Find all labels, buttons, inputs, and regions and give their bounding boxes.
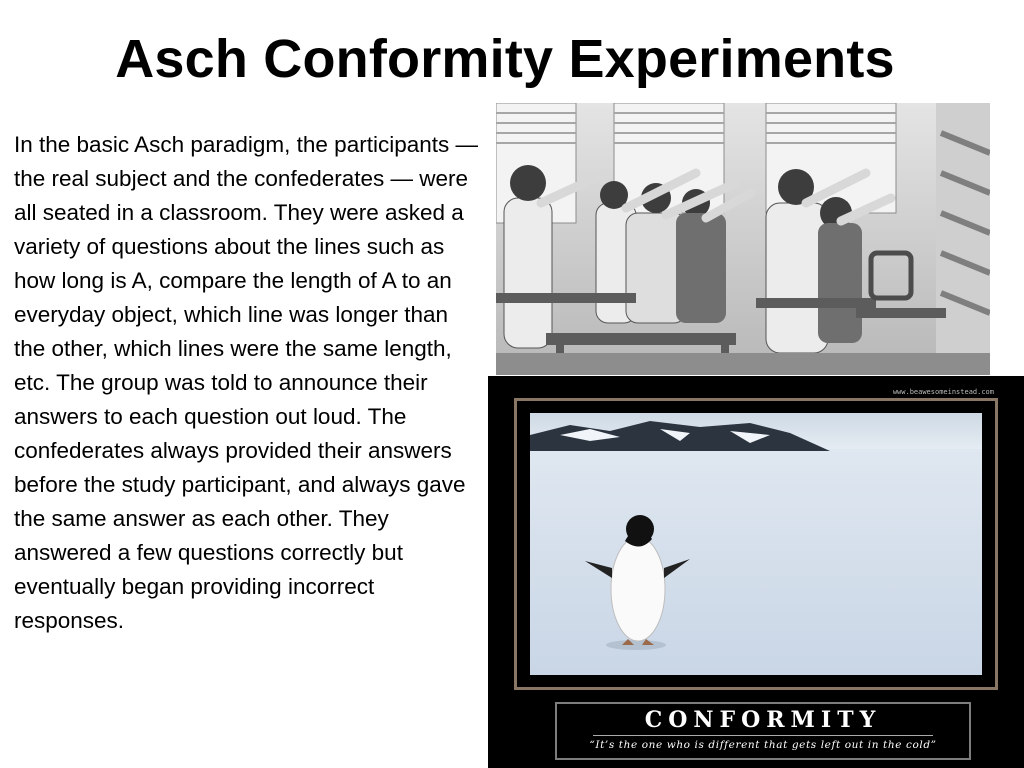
body-paragraph: In the basic Asch paradigm, the participants — the real subject and the confederates — were all seated in a classroom. They were asked a variety of questions about the lines such as how long is A, compare the length of A to an everyday object, which line was longer than the other, which lines were the same length, etc. The group was told to announce their answers to each question out loud. The confederates always provided their answers before the study participant, and always gave the same answer as each other. They answered a few questions correctly but eventually began providing incorrect responses. xyxy=(14,132,478,633)
poster-heading: CONFORMITY xyxy=(644,707,882,733)
poster-frame xyxy=(514,398,998,690)
slide-title: Asch Conformity Experiments xyxy=(115,29,895,89)
poster-tagline: “It’s the one who is different that gets left out in the cold” xyxy=(589,739,937,751)
penguin-photo xyxy=(530,413,982,675)
poster-url: www.beawesomeinstead.com xyxy=(892,388,994,396)
poster-caption xyxy=(555,702,971,760)
penguin-on-ice-illustration xyxy=(530,413,982,675)
classroom-salute-photo xyxy=(496,103,990,375)
conformity-poster xyxy=(488,376,1024,768)
poster-divider xyxy=(593,735,933,736)
classroom-salute-illustration xyxy=(496,103,990,375)
